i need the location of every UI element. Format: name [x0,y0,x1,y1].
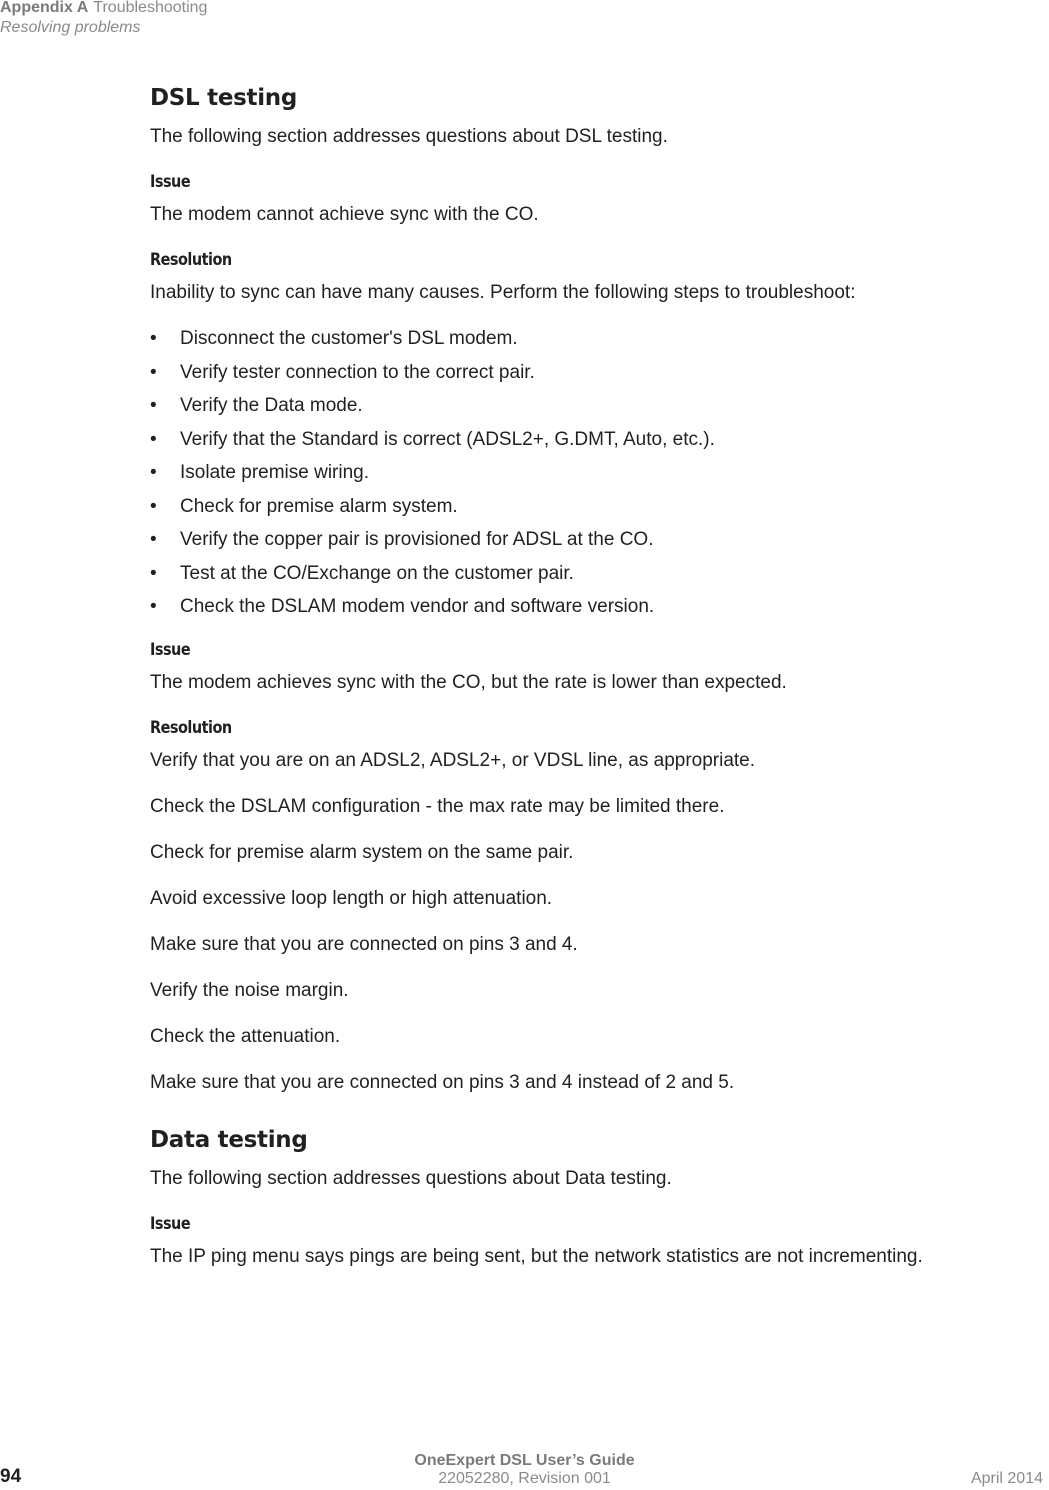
resolution-paragraph: Make sure that you are connected on pins 3 and 4. [150,934,578,955]
list-item: • Verify the copper pair is provisioned for ADSL at the CO. [150,527,1020,553]
header-appendix: Appendix A [0,0,89,16]
resolution-paragraph: Make sure that you are connected on pins 3 and 4 instead of 2 and 5. [150,1072,735,1093]
resolution-text: Inability to sync can have many causes. Perform the following steps to troubleshoot: [150,282,856,303]
list-item: • Verify tester connection to the correct pair. [150,360,1020,386]
issue-text: The modem cannot achieve sync with the CO. [150,204,539,225]
issue-heading: Issue [150,172,191,192]
footer-guide-title: OneExpert DSL User’s Guide [414,1452,635,1469]
list-item: • Check for premise alarm system. [150,494,1020,520]
section-title-dsl-testing: DSL testing [150,85,298,111]
issue-text: The IP ping menu says pings are being sent, but the network statistics are not incrementing. [150,1246,923,1267]
resolution-paragraph: Verify that you are on an ADSL2, ADSL2+, or VDSL line, as appropriate. [150,750,756,771]
list-item: • Verify that the Standard is correct (ADSL2+, G.DMT, Auto, etc.). [150,427,1020,453]
resolution-heading: Resolution [150,718,232,738]
resolution-paragraph: Avoid excessive loop length or high attenuation. [150,888,553,909]
list-item: • Verify the Data mode. [150,393,1020,419]
troubleshoot-steps-list [150,326,1020,620]
section-title-data-testing: Data testing [150,1127,308,1153]
section-intro: The following section addresses questions about DSL testing. [150,126,668,147]
section-intro: The following section addresses questions about Data testing. [150,1168,672,1189]
page-body [150,82,1020,1290]
resolution-heading: Resolution [150,250,232,270]
issue-text: The modem achieves sync with the CO, but the rate is lower than expected. [150,672,787,693]
issue-heading: Issue [150,640,191,660]
footer-doc-number: 22052280, Revision 001 [438,1470,611,1487]
page-number: 94 [0,1466,22,1487]
running-header [0,0,207,38]
header-topic: Troubleshooting [93,0,208,16]
resolution-paragraph: Check the attenuation. [150,1026,341,1047]
header-subtopic: Resolving problems [0,19,141,36]
list-item: • Isolate premise wiring. [150,460,1020,486]
footer-date: April 2014 [970,1470,1043,1487]
issue-heading: Issue [150,1214,191,1234]
list-item: • Check the DSLAM modem vendor and software version. [150,594,1020,620]
list-item: • Test at the CO/Exchange on the customer pair. [150,561,1020,587]
resolution-paragraph: Verify the noise margin. [150,980,349,1001]
list-item: • Disconnect the customer's DSL modem. [150,326,1020,352]
resolution-paragraph: Check the DSLAM configuration - the max rate may be limited there. [150,796,725,817]
resolution-paragraph: Check for premise alarm system on the same pair. [150,842,574,863]
